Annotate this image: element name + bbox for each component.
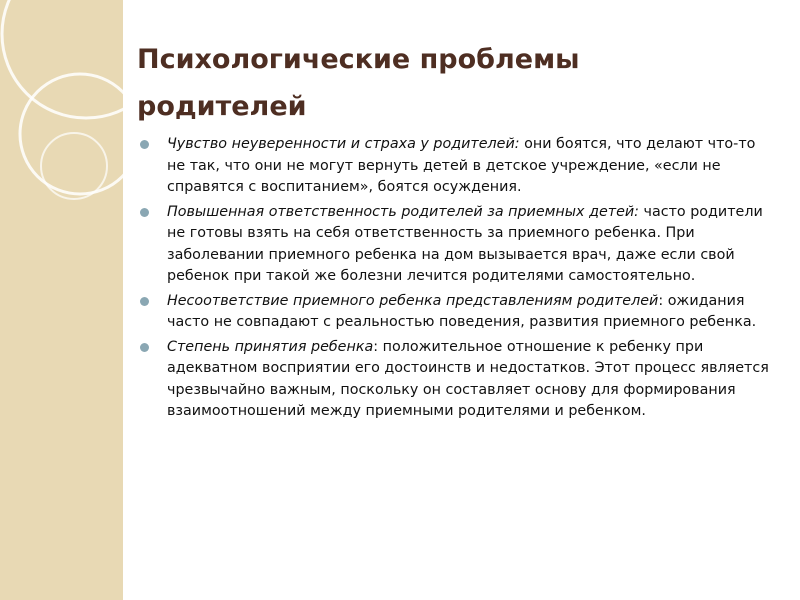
bullet-dot-icon xyxy=(140,343,149,352)
bullet-dot-icon xyxy=(140,140,149,149)
bullet-item xyxy=(137,134,777,199)
bullet-text: : положительное отношение к ребенку при адекватном восприятии его достоинств и недостатков. Этот процесс является чрезвычайно важным, поскольку он составляет основу для формирования взаимоотношений между приемными родителями и ребенком. xyxy=(167,338,769,419)
decorative-circles xyxy=(0,0,160,600)
bullet-list xyxy=(137,134,777,426)
bullet-item xyxy=(137,202,777,288)
bullet-item xyxy=(137,337,777,423)
bullet-dot-icon xyxy=(140,297,149,306)
title-line-1: Психологические проблемы xyxy=(137,44,580,75)
bullet-text: часто родители не готовы взять на себя ответственность за приемного ребенка. При заболевании приемного ребенка на дом вызывается врач, даже если свой ребенок при такой же болезни лечится родителями самостоятельно. xyxy=(167,203,763,284)
bullet-lead: Несоответствие приемного ребенка представлениям родителей xyxy=(167,292,659,309)
bullet-text: : ожидания часто не совпадают с реальностью поведения, развития приемного ребенка. xyxy=(167,292,757,330)
bullet-item xyxy=(137,291,777,334)
bullet-dot-icon xyxy=(140,208,149,217)
bullet-text: они боятся, что делают что-то не так, что они не могут вернуть детей в детское учреждение, «если не справятся с воспитанием», боятся осуждения. xyxy=(167,136,756,195)
bullet-lead: Степень принятия ребенка xyxy=(167,338,374,355)
decorative-circle-inner xyxy=(41,133,107,199)
bullet-lead: Чувство неуверенности и страха у родителей: xyxy=(167,136,520,152)
bullet-lead: Повышенная ответственность родителей за приемных детей: xyxy=(167,203,639,220)
title-line-2: родителей xyxy=(137,91,307,122)
slide-title xyxy=(137,36,767,130)
